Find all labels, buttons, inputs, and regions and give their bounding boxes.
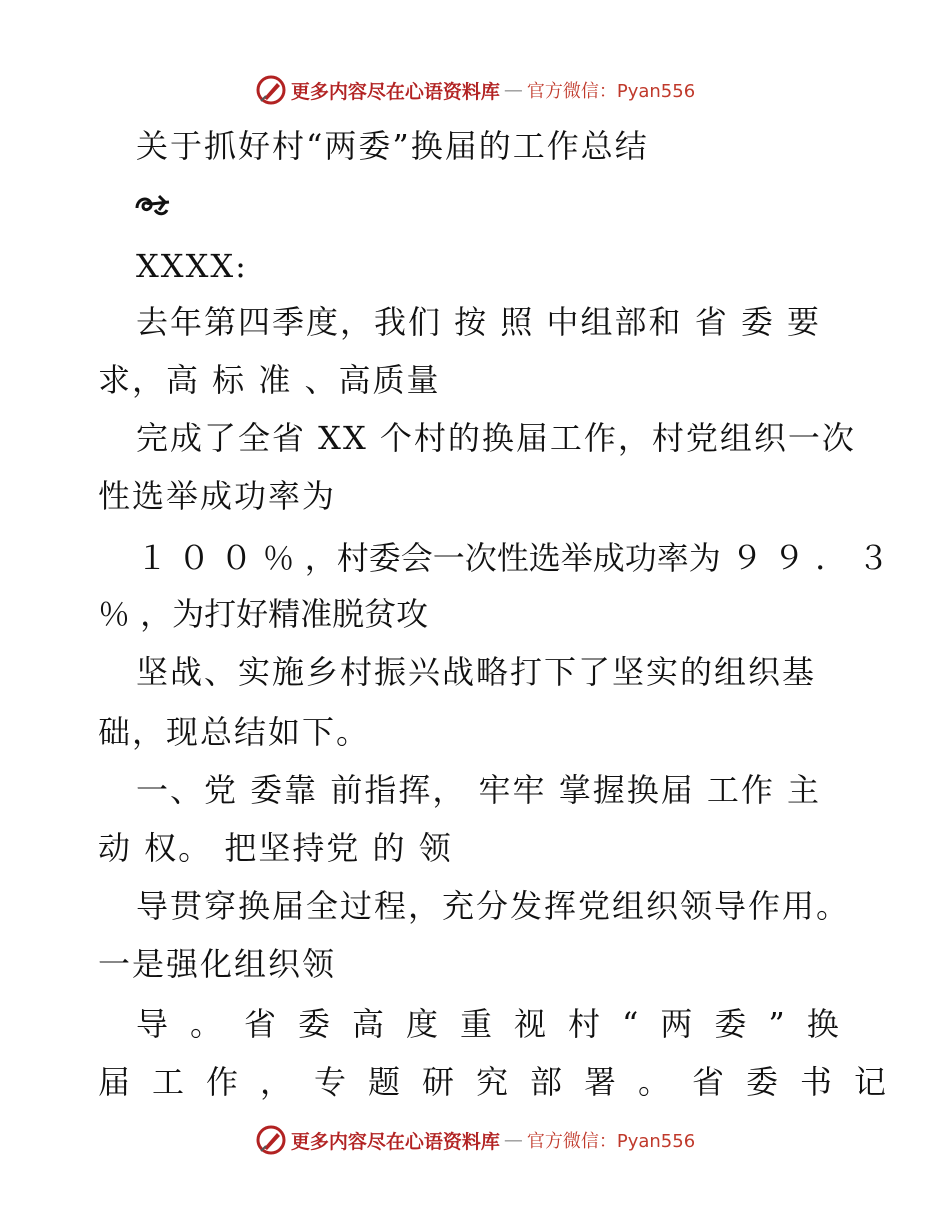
watermark-banner-bottom [0, 1120, 950, 1160]
body-line: 导贯穿换届全过程，充分发挥党组织领导作用。 [136, 887, 851, 925]
watermark-wechat: 官方微信：Pyan556 [526, 1131, 696, 1152]
watermark-text: 更多内容尽在心语资料库 [290, 1130, 500, 1153]
watermark-dash: — [503, 79, 523, 101]
watermark-wechat: 官方微信：Pyan556 [526, 81, 696, 102]
body-line: 导。省委高度重视村“两委”换 [136, 1005, 861, 1043]
body-line: 求，高 标 准 、高质量 [98, 361, 441, 399]
quill-logo-icon [255, 74, 287, 106]
body-line: 性选举成功率为 [98, 477, 337, 515]
watermark-text: 更多内容尽在心语资料库 [290, 80, 500, 103]
body-line: 动 权。 把坚持党 的 领 [98, 829, 453, 867]
watermark-banner-top [0, 70, 950, 110]
body-line: 一、党 委靠 前指挥， 牢牢 掌握换届 工作 主 [136, 771, 822, 809]
body-line: １ ０ ０ ％ ，村委会一次性选举成功率为 ９ ９ ． ３ [136, 539, 890, 577]
watermark-dash: — [503, 1129, 523, 1151]
body-line: 届工作，专题研究部署。省委书记 [98, 1063, 909, 1101]
scroll-ornament-icon [133, 188, 173, 222]
body-line: 去年第四季度，我们 按 照 中组部和 省 委 要 [136, 303, 822, 341]
body-line: 完成了全省 XX 个村的换届工作，村党组织一次 [136, 419, 856, 457]
salutation: XXXX: [136, 247, 248, 285]
body-line: ％ ，为打好精准脱贫攻 [98, 595, 429, 633]
document-title: 关于抓好村“两委”换届的工作总结 [136, 127, 649, 165]
body-line: 坚战、实施乡村振兴战略打下了坚实的组织基 [136, 653, 817, 691]
quill-logo-icon [255, 1124, 287, 1156]
body-line: 一是强化组织领 [98, 945, 337, 983]
body-line: 础，现总结如下。 [98, 713, 371, 751]
